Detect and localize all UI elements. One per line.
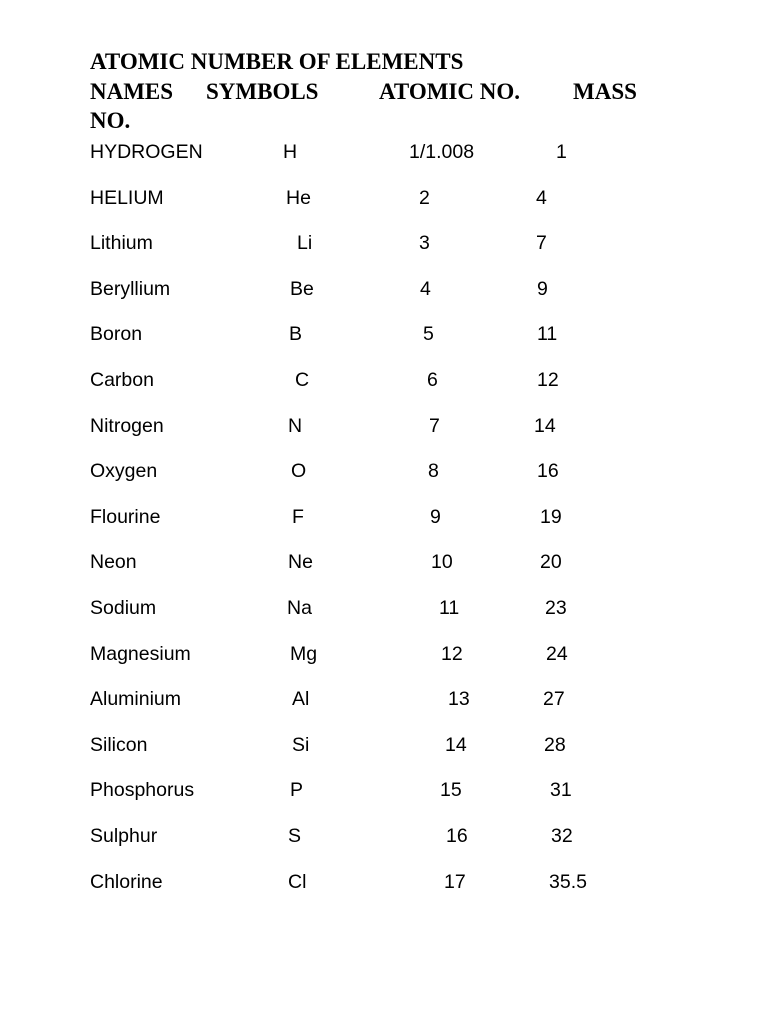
element-name: Aluminium xyxy=(90,688,182,711)
elements-table xyxy=(0,138,768,913)
element-symbol: B xyxy=(289,323,303,346)
table-row xyxy=(0,685,768,731)
element-symbol: He xyxy=(286,186,311,209)
element-atomic-no: 14 xyxy=(445,733,467,756)
element-symbol: N xyxy=(288,414,303,437)
table-row xyxy=(0,640,768,686)
element-mass-no: 16 xyxy=(537,460,559,483)
table-row xyxy=(0,457,768,503)
element-name: Boron xyxy=(90,323,143,346)
table-row xyxy=(0,229,768,275)
element-atomic-no: 3 xyxy=(419,232,430,255)
column-header-mass: MASS xyxy=(573,79,637,104)
table-row xyxy=(0,320,768,366)
element-atomic-no: 7 xyxy=(429,414,440,437)
element-mass-no: 7 xyxy=(536,232,547,255)
element-symbol: H xyxy=(283,141,298,163)
element-symbol: P xyxy=(290,779,304,802)
element-atomic-no: 2 xyxy=(419,186,430,209)
element-symbol: Al xyxy=(292,688,310,711)
element-name: Oxygen xyxy=(90,460,158,483)
element-mass-no: 19 xyxy=(540,505,562,528)
element-name: Beryllium xyxy=(90,277,171,300)
table-row xyxy=(0,503,768,549)
element-name: Flourine xyxy=(90,505,161,528)
table-row xyxy=(0,822,768,868)
table-row xyxy=(0,184,768,230)
element-atomic-no: 16 xyxy=(446,824,468,847)
element-mass-no: 12 xyxy=(537,368,559,391)
element-name: Carbon xyxy=(90,368,154,391)
table-row xyxy=(0,776,768,822)
element-atomic-no: 13 xyxy=(448,688,470,711)
element-name: Sulphur xyxy=(90,824,158,847)
column-header-atomic-no: ATOMIC NO. xyxy=(379,79,520,104)
table-row xyxy=(0,275,768,321)
element-atomic-no: 4 xyxy=(420,277,431,300)
table-row xyxy=(0,366,768,412)
element-symbol: Na xyxy=(287,596,312,619)
element-symbol: Si xyxy=(292,733,310,756)
table-row xyxy=(0,138,768,184)
table-row xyxy=(0,548,768,594)
element-mass-no: 9 xyxy=(537,277,548,300)
column-header-names: NAMES xyxy=(90,79,174,104)
element-atomic-no: 12 xyxy=(441,642,463,665)
element-name: Silicon xyxy=(90,733,148,756)
element-symbol: F xyxy=(292,505,304,528)
element-atomic-no: 5 xyxy=(423,323,434,346)
element-name: Phosphorus xyxy=(90,779,195,802)
element-mass-no: 27 xyxy=(543,688,565,711)
element-name: HYDROGEN xyxy=(90,141,203,163)
element-mass-no: 1 xyxy=(556,141,567,163)
element-mass-no: 4 xyxy=(536,186,547,209)
element-symbol: Cl xyxy=(288,870,307,893)
element-name: Lithium xyxy=(90,232,153,255)
element-atomic-no: 8 xyxy=(428,460,439,483)
element-mass-no: 11 xyxy=(537,323,558,346)
element-symbol: Be xyxy=(290,277,314,300)
column-header-symbols: SYMBOLS xyxy=(206,79,319,104)
element-mass-no: 24 xyxy=(546,642,568,665)
element-name: Chlorine xyxy=(90,870,163,893)
element-name: Sodium xyxy=(90,596,157,619)
element-symbol: Li xyxy=(297,232,313,255)
element-mass-no: 28 xyxy=(544,733,566,756)
document-title: ATOMIC NUMBER OF ELEMENTS xyxy=(90,49,464,74)
element-symbol: Mg xyxy=(290,642,318,665)
element-symbol: O xyxy=(291,460,307,483)
element-mass-no: 32 xyxy=(551,824,573,847)
element-name: Neon xyxy=(90,551,137,574)
element-atomic-no: 6 xyxy=(427,368,438,391)
element-name: Nitrogen xyxy=(90,414,164,437)
table-row xyxy=(0,412,768,458)
element-atomic-no: 11 xyxy=(439,596,460,619)
element-name: Magnesium xyxy=(90,642,191,665)
table-row xyxy=(0,868,768,914)
element-mass-no: 31 xyxy=(550,779,572,802)
element-name: HELIUM xyxy=(90,186,164,209)
column-header-mass-continuation: NO. xyxy=(90,108,131,133)
element-symbol: S xyxy=(288,824,302,847)
element-atomic-no: 10 xyxy=(431,551,453,574)
element-atomic-no: 15 xyxy=(440,779,462,802)
element-mass-no: 20 xyxy=(540,551,562,574)
element-symbol: C xyxy=(295,368,310,391)
element-atomic-no: 17 xyxy=(444,870,466,893)
element-mass-no: 14 xyxy=(534,414,556,437)
element-atomic-no: 9 xyxy=(430,505,441,528)
element-mass-no: 23 xyxy=(545,596,567,619)
element-symbol: Ne xyxy=(288,551,313,574)
table-row xyxy=(0,594,768,640)
element-atomic-no: 1/1.008 xyxy=(409,141,475,163)
element-mass-no: 35.5 xyxy=(549,870,587,893)
table-row xyxy=(0,731,768,777)
